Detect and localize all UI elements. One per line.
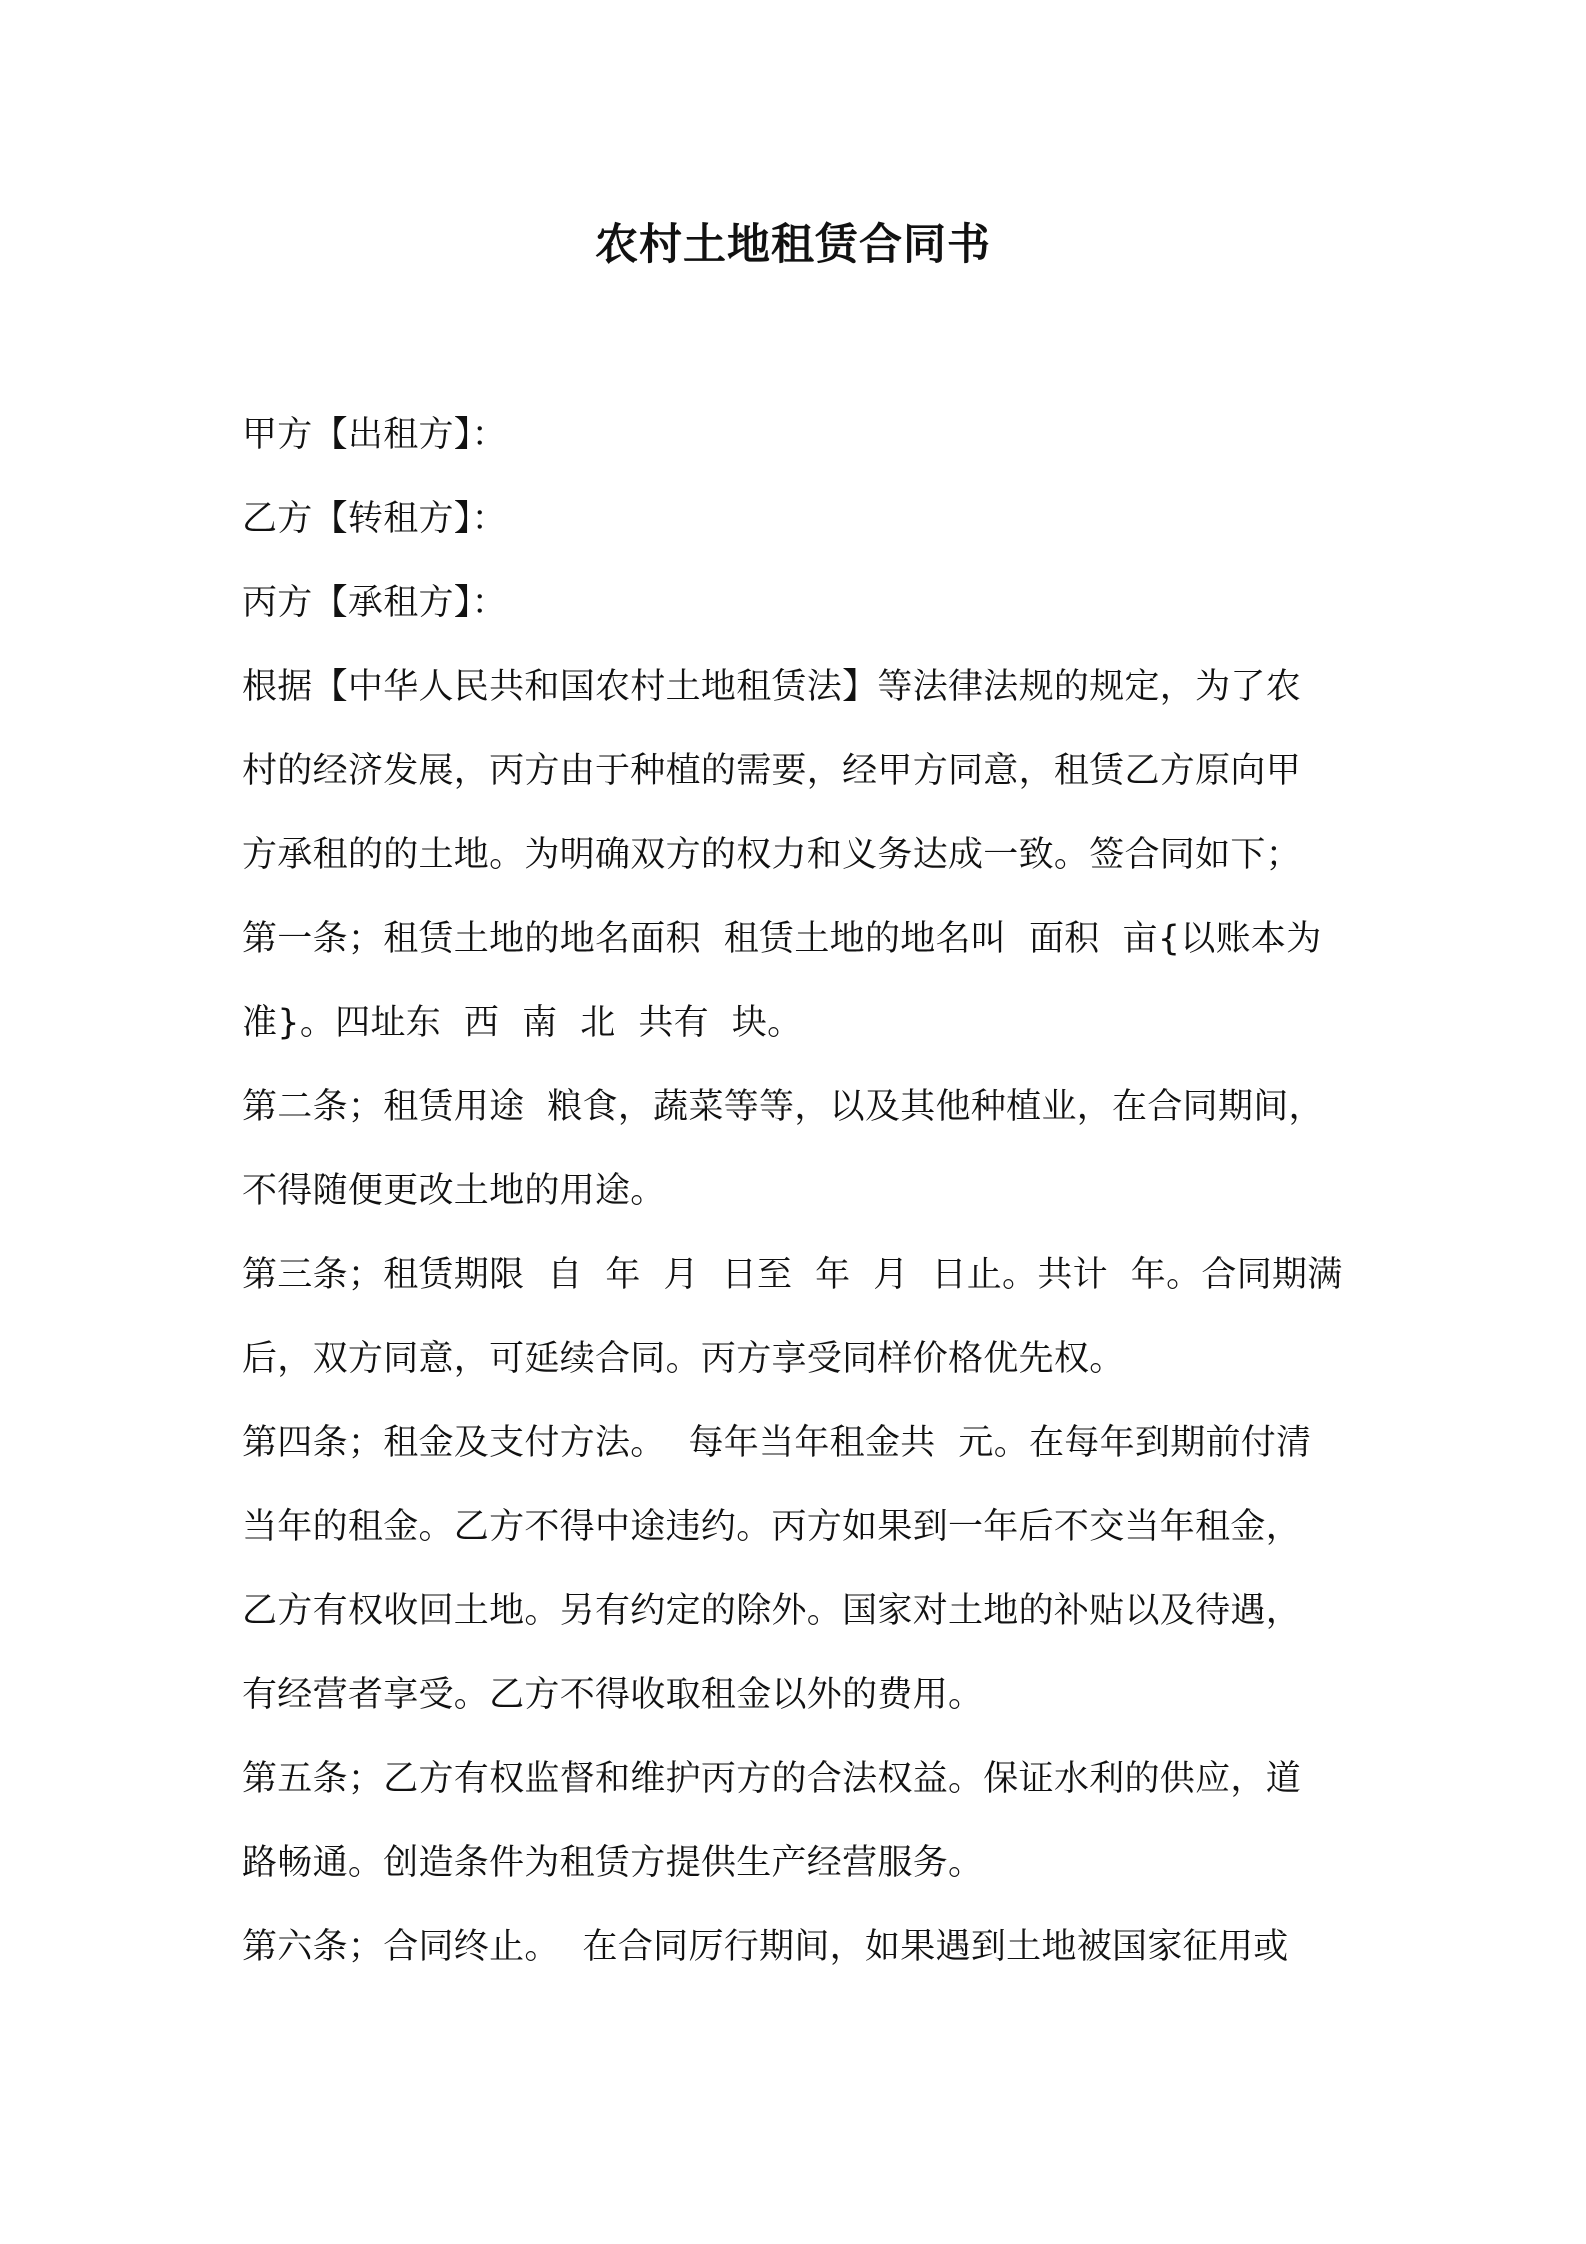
article-4-line-2: 当年的租金。乙方不得中途违约。丙方如果到一年后不交当年租金， <box>242 1507 1302 1547</box>
article-1-line-2: 准}。四址东 西 南 北 共有 块。 <box>242 1003 803 1043</box>
article-1-line-1: 第一条；租赁土地的地名面积 租赁土地的地名叫 面积 亩{以账本为 <box>242 919 1322 959</box>
party-b-line: 乙方【转租方】： <box>242 499 507 539</box>
article-4-line-3: 乙方有权收回土地。另有约定的除外。国家对土地的补贴以及待遇， <box>242 1591 1302 1631</box>
article-6-line-1: 第六条；合同终止。 在合同厉行期间，如果遇到土地被国家征用或 <box>242 1927 1289 1967</box>
article-4-line-1: 第四条；租金及支付方法。 每年当年租金共 元。在每年到期前付清 <box>242 1423 1312 1463</box>
party-a-line: 甲方【出租方】： <box>242 415 507 455</box>
article-3-line-1: 第三条；租赁期限 自 年 月 日至 年 月 日止。共计 年。合同期满 <box>242 1255 1343 1295</box>
preamble-line-2: 村的经济发展，丙方由于种植的需要，经甲方同意，租赁乙方原向甲 <box>242 751 1302 791</box>
article-5-line-2: 路畅通。创造条件为租赁方提供生产经营服务。 <box>242 1843 984 1883</box>
document-title: 农村土地租赁合同书 <box>595 220 991 270</box>
article-3-line-2: 后，双方同意，可延续合同。丙方享受同样价格优先权。 <box>242 1339 1125 1379</box>
preamble-line-3: 方承租的的土地。为明确双方的权力和义务达成一致。签合同如下； <box>242 835 1302 875</box>
article-4-line-4: 有经营者享受。乙方不得收取租金以外的费用。 <box>242 1675 984 1715</box>
article-2-line-1: 第二条；租赁用途 粮食，蔬菜等等，以及其他种植业，在合同期间， <box>242 1087 1324 1127</box>
article-2-line-2: 不得随便更改土地的用途。 <box>242 1171 666 1211</box>
article-5-line-1: 第五条；乙方有权监督和维护丙方的合法权益。保证水利的供应，道 <box>242 1759 1302 1799</box>
party-c-line: 丙方【承租方】： <box>242 583 507 623</box>
preamble-line-1: 根据【中华人民共和国农村土地租赁法】等法律法规的规定，为了农 <box>242 667 1302 707</box>
